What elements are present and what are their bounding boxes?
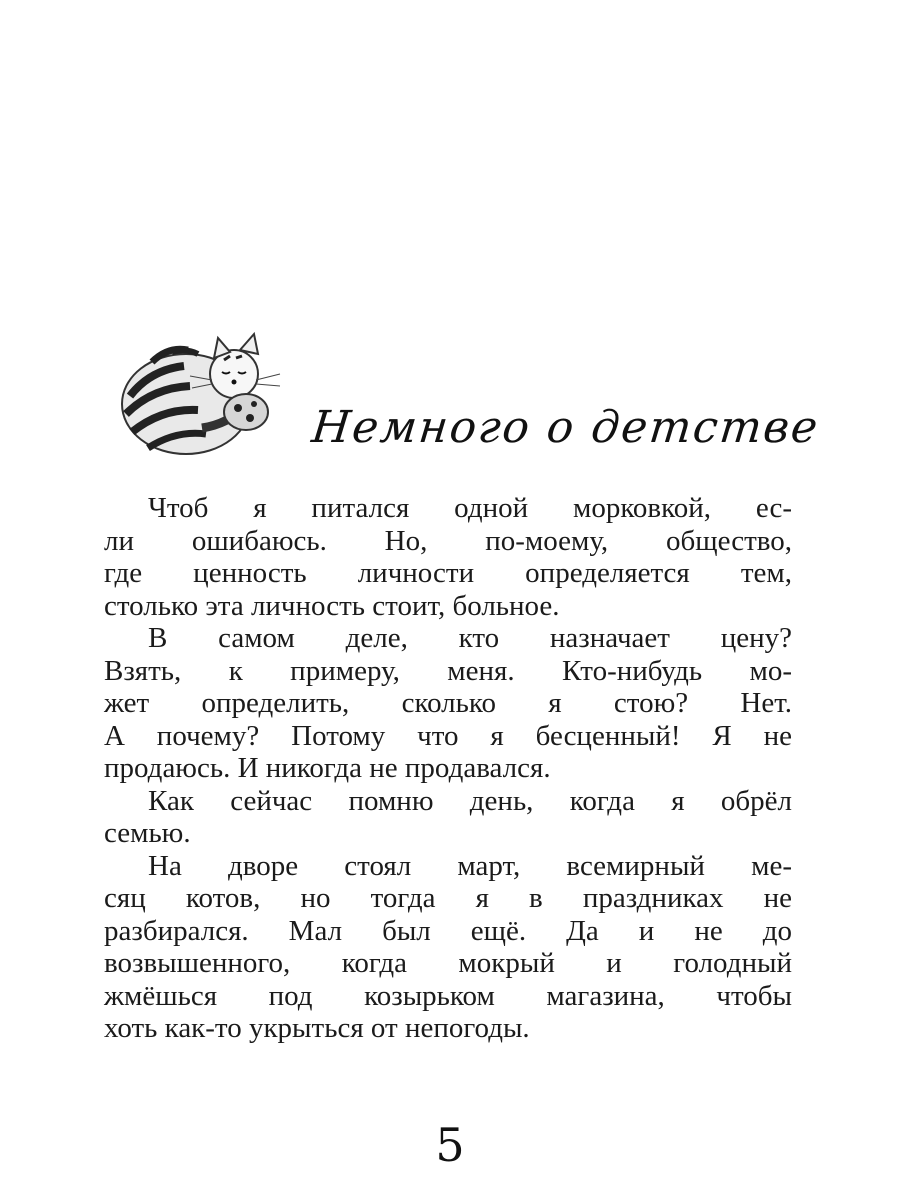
text-line: разбирался. Мал был ещё. Да и не до xyxy=(104,914,792,947)
sleeping-cat-illustration xyxy=(112,322,292,462)
text-line: В самом деле, кто назначает цену? xyxy=(148,622,792,654)
text-line: возвышенного, когда мокрый и голодный xyxy=(104,947,792,979)
page-number: 5 xyxy=(435,1118,465,1172)
text-line: А почему? Потому что я бесценный! Я не xyxy=(104,719,792,752)
text-line: жет определить, сколько я стою? Нет. xyxy=(104,687,792,719)
text-line: ли ошибаюсь. Но, по-моему, общество, xyxy=(104,524,792,557)
text-line: семью. xyxy=(104,817,191,849)
text-line: Как сейчас помню день, когда я обрёл xyxy=(148,784,792,817)
paragraph xyxy=(104,622,792,785)
chapter-title: Немного о детстве xyxy=(309,402,822,453)
text-line: Чтоб я питался одной морковкой, ес- xyxy=(148,492,792,524)
text-line: жмёшься под козырьком магазина, чтобы xyxy=(104,979,792,1012)
paragraph xyxy=(104,492,792,622)
paragraph xyxy=(104,850,792,1045)
text-line: столько эта личность стоит, больное. xyxy=(104,589,560,622)
paragraph xyxy=(104,785,792,850)
cat-icon xyxy=(122,334,280,454)
text-line: сяц котов, но тогда я в праздниках не xyxy=(104,882,792,914)
text-line: На дворе стоял март, всемирный ме- xyxy=(148,849,792,882)
text-line: Взять, к примеру, меня. Кто-нибудь мо- xyxy=(104,654,792,687)
body-text xyxy=(104,492,792,1045)
text-line: где ценность личности определяется тем, xyxy=(104,557,792,589)
text-line: хоть как-то укрыться от непогоды. xyxy=(104,1012,530,1044)
text-line: продаюсь. И никогда не продавался. xyxy=(104,752,551,784)
